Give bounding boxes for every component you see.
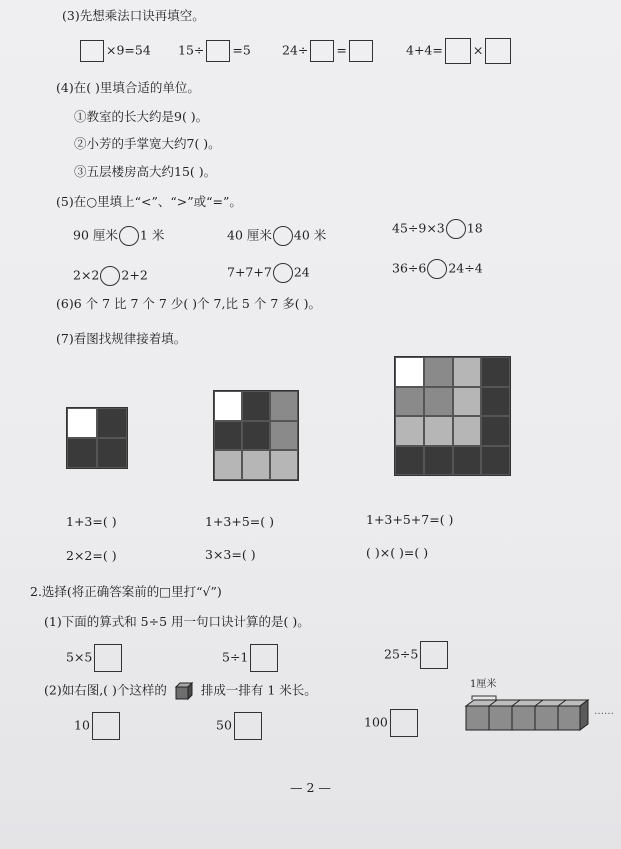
pattern-cell [424, 446, 453, 476]
choice-option: 25÷5 [384, 641, 450, 669]
checkbox[interactable] [94, 644, 122, 672]
pattern-cell [481, 357, 510, 387]
compare-item: 40 厘米 40 米 [227, 226, 326, 246]
compare-circle[interactable] [427, 259, 447, 279]
product-item-1[interactable]: 2×2=( ) [66, 548, 117, 563]
pattern-cell [453, 357, 482, 387]
product-item-2[interactable]: 3×3=( ) [205, 547, 256, 562]
answer-box[interactable] [80, 40, 104, 62]
pattern-cell [242, 421, 270, 451]
section-2-heading: 2.选择(将正确答案前的□里打“√”) [30, 584, 222, 599]
compare-item: 7+7+7 24 [227, 263, 310, 283]
pattern-cell [395, 416, 424, 446]
pattern-cell [242, 450, 270, 480]
checkbox[interactable] [420, 641, 448, 669]
cube-length-label: 1厘米 [470, 679, 497, 690]
checkbox[interactable] [234, 712, 262, 740]
compare-circle[interactable] [100, 266, 120, 286]
answer-box[interactable] [310, 40, 334, 62]
pattern-cell [481, 446, 510, 476]
q6-text[interactable]: (6)6 个 7 比 7 个 7 少( )个 7,比 5 个 7 多( )。 [56, 296, 321, 311]
cube-icon [174, 681, 194, 701]
pattern-cell [424, 357, 453, 387]
pattern-cell [67, 408, 97, 438]
sum-item-1[interactable]: 1+3=( ) [66, 514, 117, 529]
pattern-cell [424, 416, 453, 446]
pattern-cell [270, 421, 298, 451]
pattern-figure-2 [213, 390, 299, 481]
pattern-figure-3 [394, 356, 511, 476]
q4-item-2[interactable]: ②小芳的手掌宽大约7( )。 [74, 136, 221, 151]
pattern-cell [453, 416, 482, 446]
pattern-cell [242, 391, 270, 421]
pattern-cell [67, 438, 97, 468]
q7-heading: (7)看图找规律接着填。 [56, 331, 187, 346]
pattern-cell [214, 450, 242, 480]
pattern-cell [395, 357, 424, 387]
product-item-3[interactable]: ( )×( )=( ) [366, 545, 429, 560]
q5-heading: (5)在○里填上“<”、“>”或“=”。 [56, 194, 242, 209]
compare-circle[interactable] [273, 263, 293, 283]
pattern-cell [424, 387, 453, 417]
pattern-cell [395, 387, 424, 417]
choice-option: 5÷1 [222, 644, 280, 672]
choice-option: 5×5 [66, 644, 124, 672]
pattern-cell [97, 438, 127, 468]
pattern-cell [453, 387, 482, 417]
continuation-dots: …… [594, 706, 614, 717]
compare-circle[interactable] [446, 219, 466, 239]
page-number: — 2 — [290, 780, 331, 795]
pattern-cell [481, 387, 510, 417]
q4-item-3[interactable]: ③五层楼房高大约15( )。 [74, 164, 217, 179]
q3-item-4: 4+4= × [406, 38, 513, 64]
checkbox[interactable] [92, 712, 120, 740]
compare-item: 45÷9×3 18 [392, 219, 483, 239]
choice-option: 10 [74, 712, 122, 740]
pattern-cell [214, 421, 242, 451]
q4-heading: (4)在( )里填合适的单位。 [56, 80, 200, 95]
answer-box[interactable] [349, 40, 373, 62]
answer-box[interactable] [445, 38, 471, 64]
pattern-cell [97, 408, 127, 438]
compare-circle[interactable] [119, 226, 139, 246]
q3-item-1: ×9=54 [78, 40, 151, 62]
pattern-cell [481, 416, 510, 446]
pattern-cell [453, 446, 482, 476]
pattern-cell [270, 391, 298, 421]
choice-q1-text: (1)下面的算式和 5÷5 用一句口诀计算的是( )。 [44, 614, 310, 629]
cube-row-figure [462, 692, 592, 736]
answer-box[interactable] [206, 40, 230, 62]
sum-item-3[interactable]: 1+3+5+7=( ) [366, 512, 454, 527]
choice-q2-text: (2)如右图,( )个这样的 排成一排有 1 米长。 [44, 681, 317, 701]
compare-circle[interactable] [273, 226, 293, 246]
q3-item-3: 24÷ = [282, 40, 375, 62]
checkbox[interactable] [250, 644, 278, 672]
pattern-cell [270, 450, 298, 480]
compare-item: 2×2 2+2 [73, 266, 148, 286]
pattern-cell [214, 391, 242, 421]
pattern-figure-1 [66, 407, 128, 469]
q3-heading: (3)先想乘法口诀再填空。 [62, 8, 205, 23]
sum-item-2[interactable]: 1+3+5=( ) [205, 514, 275, 529]
q3-item-2: 15÷ =5 [178, 40, 251, 62]
compare-item: 90 厘米 1 米 [73, 226, 164, 246]
choice-option: 50 [216, 712, 264, 740]
choice-option: 100 [364, 709, 420, 737]
q4-item-1[interactable]: ①教室的长大约是9( )。 [74, 109, 209, 124]
pattern-cell [395, 446, 424, 476]
checkbox[interactable] [390, 709, 418, 737]
compare-item: 36÷6 24÷4 [392, 259, 483, 279]
answer-box[interactable] [485, 38, 511, 64]
